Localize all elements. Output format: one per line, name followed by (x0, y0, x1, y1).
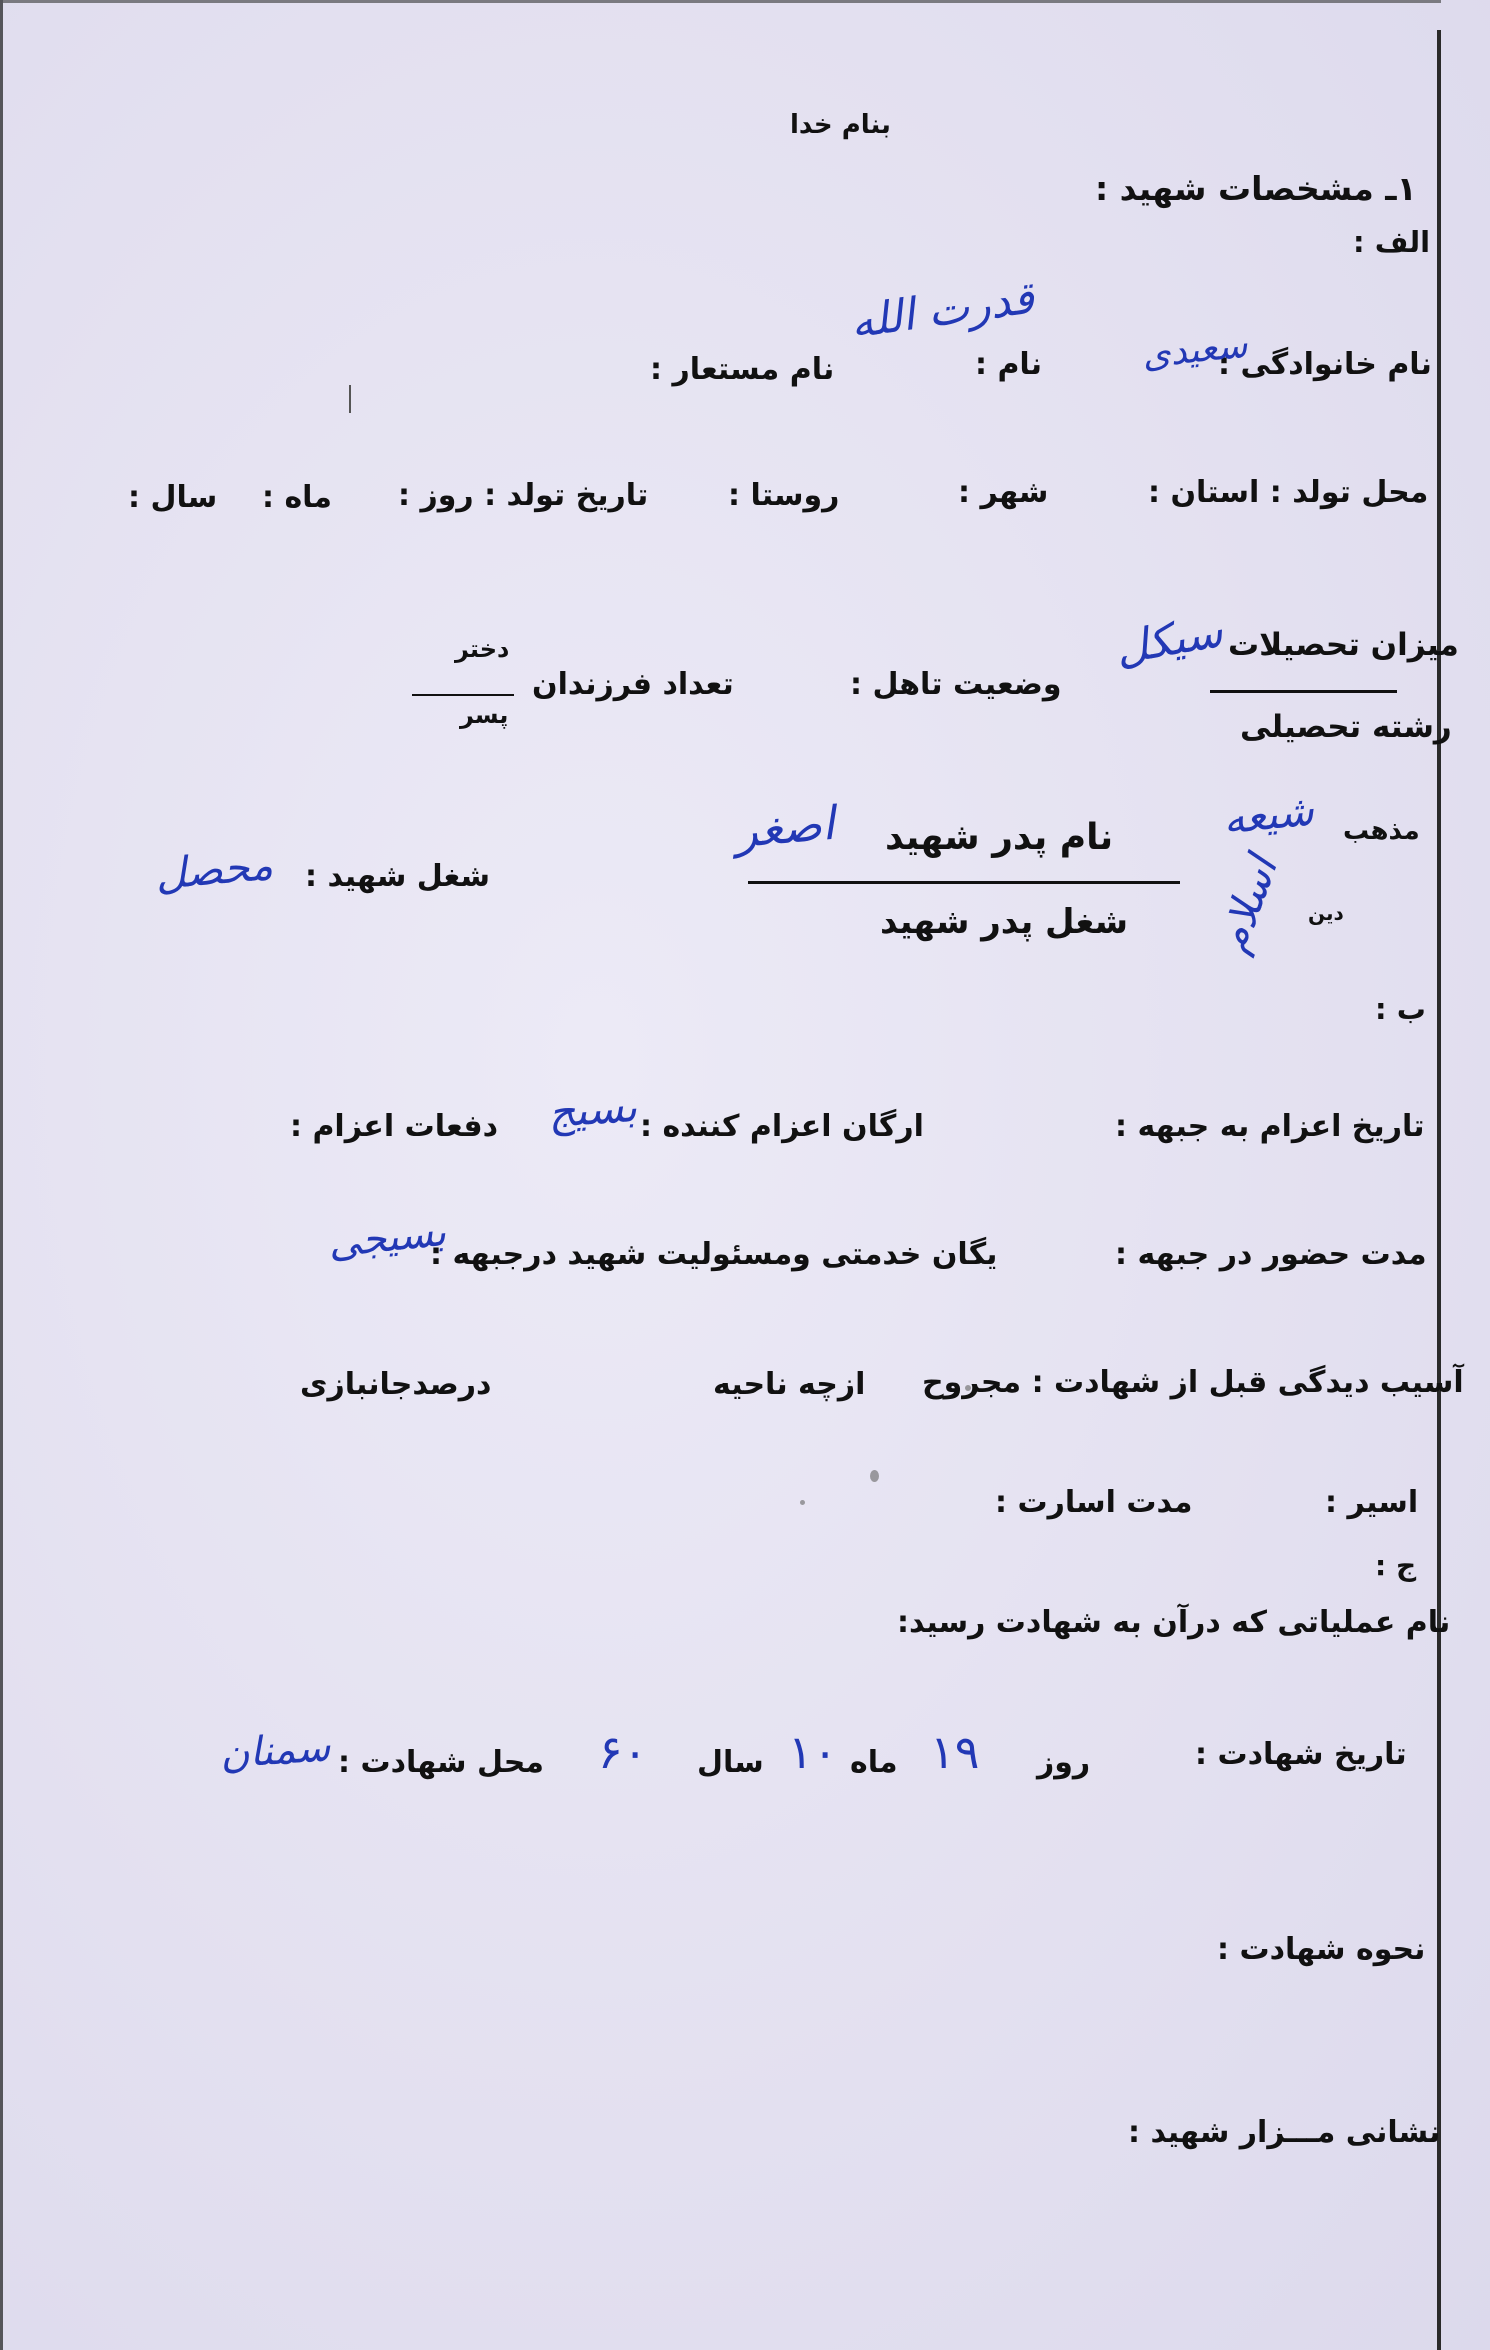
martyrdom-year-label: سال (697, 1745, 764, 1780)
martyrdom-month-label: ماه (850, 1745, 898, 1780)
father-name-label: نام پدر شهید (885, 817, 1114, 858)
family-name-label: نام خانوادگی : (1218, 347, 1432, 382)
unit-responsibility-value: بسیجی (325, 1208, 449, 1268)
presence-duration-label: مدت حضور در جبهه : (1115, 1237, 1427, 1272)
daughter-label: دختر (455, 635, 510, 663)
deployment-date-label: تاریخ اعزام به جبهه : (1115, 1109, 1425, 1144)
father-job-label: شغل پدر شهید (880, 902, 1129, 942)
martyrdom-manner-label: نحوه شهادت : (1217, 1932, 1426, 1967)
stray-pen-mark (349, 385, 351, 413)
section-title: ۱ـ مشخصات شهید : (1095, 169, 1417, 208)
disability-percent-label: درصدجانبازی (300, 1367, 492, 1402)
first-name-label: نام : (975, 347, 1042, 382)
education-level-label: میزان تحصیلات (1228, 627, 1459, 663)
alias-label: نام مستعار : (650, 352, 835, 387)
deployment-count-label: دفعات اعزام : (290, 1109, 498, 1144)
education-level-value: سیکل (1111, 606, 1227, 675)
first-name-value: قدرت الله (847, 272, 1038, 349)
family-name-value: سعیدی (1140, 324, 1250, 377)
son-label: پسر (460, 701, 509, 729)
marital-status-label: وضعیت تاهل : (850, 667, 1062, 702)
sheet-border-right (1437, 30, 1441, 2350)
deploying-org-label: ارگان اعزام کننده : (640, 1109, 924, 1144)
martyrdom-place-value: سمنان (218, 1724, 332, 1778)
birth-month-label: ماه : (262, 480, 332, 515)
section-b-label: ب : (1375, 992, 1426, 1026)
father-divider (748, 881, 1180, 884)
religion-value: اسلام (1207, 850, 1287, 959)
martyrdom-day-value: ۱۹ (930, 1725, 980, 1779)
form-header: بنام خدا (790, 110, 891, 140)
martyrdom-year-value: ۶۰ (598, 1725, 648, 1779)
martyr-job-label: شغل شهید : (305, 859, 490, 894)
section-c-label: ج : (1375, 1549, 1417, 1582)
deploying-org-value: بسیج (546, 1081, 639, 1138)
injury-label: آسیب دیدگی قبل از شهادت : مجروح (922, 1365, 1464, 1400)
sheet-border-top (0, 0, 1441, 3)
birthplace-province-label: محل تولد : استان : (1148, 475, 1429, 510)
sheet-border-left (0, 0, 3, 2350)
education-divider (1210, 690, 1397, 693)
sect-label: مذهب (1343, 816, 1420, 846)
birth-date-day-label: تاریخ تولد : روز : (398, 478, 649, 513)
father-name-value: اصغر (732, 795, 837, 859)
children-count-label: تعداد فرزندان (532, 667, 734, 702)
field-of-study-label: رشته تحصیلی (1240, 709, 1452, 745)
martyrdom-date-label: تاریخ شهادت : (1195, 1737, 1407, 1772)
smudge (800, 1500, 805, 1505)
captivity-duration-label: مدت اسارت : (995, 1485, 1193, 1520)
operation-name-label: نام عملیاتی که درآن به شهادت رسید: (897, 1605, 1451, 1640)
sect-value: شیعه (1220, 785, 1316, 844)
birth-year-label: سال : (128, 480, 218, 515)
prisoner-label: اسیر : (1325, 1485, 1419, 1520)
martyrdom-day-label: روز (1037, 1745, 1091, 1780)
birth-city-label: شهر : (958, 475, 1049, 510)
injury-area-label: ازچه ناحیه (713, 1367, 866, 1402)
unit-responsibility-label: یگان خدمتی ومسئولیت شهید درجبهه : (430, 1237, 998, 1272)
children-divider (412, 694, 514, 696)
birth-village-label: روستا : (728, 478, 840, 513)
martyr-job-value: محصل (153, 839, 275, 900)
religion-label: دین (1308, 901, 1344, 925)
smudge (870, 1470, 879, 1482)
section-a-label: الف : (1353, 225, 1431, 259)
martyrdom-place-label: محل شهادت : (338, 1745, 544, 1780)
grave-address-label: نشانی مـــزار شهید : (1128, 2115, 1441, 2150)
martyrdom-month-value: ۱۰ (788, 1725, 838, 1779)
